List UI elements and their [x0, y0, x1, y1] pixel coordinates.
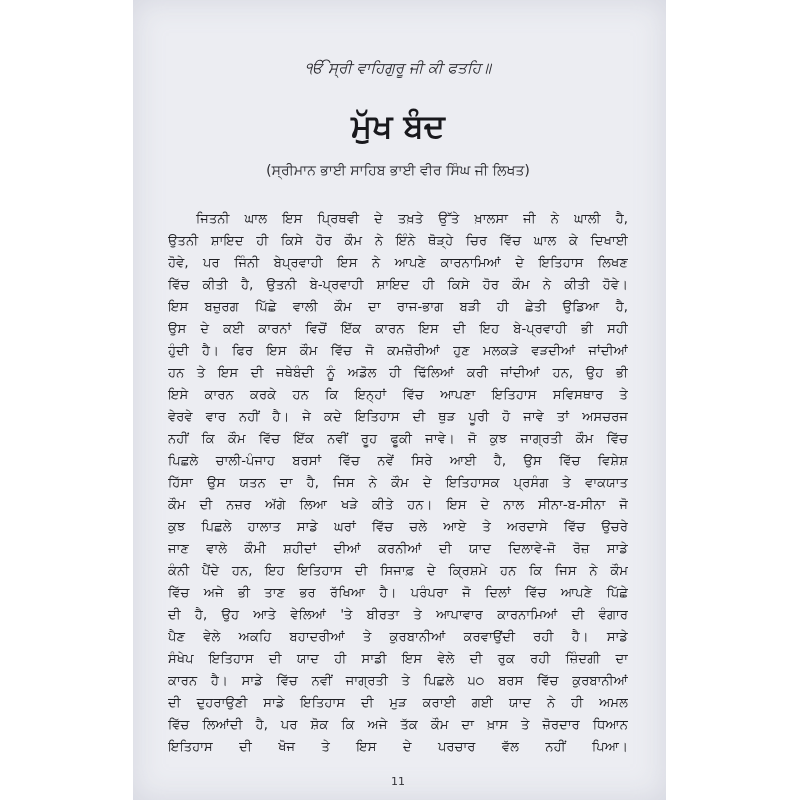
text-line: ਇਸੇ ਕਾਰਨ ਕਰਕੇ ਹਨ ਕਿ ਇਨ੍ਹਾਂ ਵਿੱਚ ਆਪਣਾ ਇਤਿਹਾਸ ਸਵਿਸਥਾਰ ਤੇ — [168, 388, 628, 403]
page-title: ਮੁੱਖ ਬੰਦ — [351, 107, 445, 145]
text-line: ਨਹੀਂ ਕਿ ਕੌਮ ਵਿੱਚ ਇੱਕ ਨਵੀਂ ਰੂਹ ਫੂਕੀ ਜਾਵੇ। ਜੋ ਕੁਝ ਜਾਗ੍ਰਤੀ ਕੌਮ ਵਿੱਚ — [168, 432, 628, 447]
author-attribution: (ਸ੍ਰੀਮਾਨ ਭਾਈ ਸਾਹਿਬ ਭਾਈ ਵੀਰ ਸਿੰਘ ਜੀ ਲਿਖਤ) — [266, 163, 530, 179]
invocation-line: ੴ ਸ੍ਰੀ ਵਾਹਿਗੁਰੂ ਜੀ ਕੀ ਫਤਹਿ॥ — [305, 59, 491, 77]
text-line: ਜਾਣ ਵਾਲੇ ਕੌਮੀ ਸ਼ਹੀਦਾਂ ਦੀਆਂ ਕਰਨੀਆਂ ਦੀ ਯਾਦ ਦਿਲਾਵੇ-ਜੋ ਰੋਜ਼ ਸਾਡੇ — [168, 542, 628, 557]
text-line: ਦੀ ਦੁਹਰਾਉਣੀ ਸਾਡੇ ਇਤਿਹਾਸ ਦੀ ਮੁੜ ਕਰਾਈ ਗਈ ਯਾਦ ਨੇ ਹੀ ਅਮਲ — [168, 696, 628, 711]
text-line: ਪਿਛਲੇ ਚਾਲੀ-ਪੰਜਾਹ ਬਰਸਾਂ ਵਿੱਚ ਨਵੇਂ ਸਿਰੇ ਆਈ ਹੈ, ਉਸ ਵਿੱਚ ਵਿਸ਼ੇਸ਼ — [168, 454, 628, 469]
text-line: ਵੇਰਵੇ ਵਾਰ ਨਹੀਂ ਹੈ। ਜੇ ਕਦੇ ਇਤਿਹਾਸ ਦੀ ਥੁੜ ਪੂਰੀ ਹੋ ਜਾਵੇ ਤਾਂ ਅਸਚਰਜ — [168, 410, 628, 425]
text-line: ਵਿੱਚ ਲਿਆਂਦੀ ਹੈ, ਪਰ ਸ਼ੋਕ ਕਿ ਅਜੇ ਤੱਕ ਕੌਮ ਦਾ ਖ਼ਾਸ ਤੇ ਜ਼ੋਰਦਾਰ ਧਿਆਨ — [168, 718, 628, 733]
text-line: ਕੰਨੀ ਪੈਂਦੇ ਹਨ, ਇਹ ਇਤਿਹਾਸ ਦੀ ਸਿਜਾਫ਼ ਦੇ ਕ੍ਰਿਸ਼ਮੇ ਹਨ ਕਿ ਜਿਸ ਨੇ ਕੌਮ — [168, 564, 628, 579]
text-line: ਹਿੱਸਾ ਉਸ ਯਤਨ ਦਾ ਹੈ, ਜਿਸ ਨੇ ਕੌਮ ਦੇ ਇਤਿਹਾਸਕ ਪ੍ਰਸੰਗ ਤੇ ਵਾਕਯਾਤ — [168, 476, 628, 491]
text-line: ਉਸ ਦੇ ਕਈ ਕਾਰਨਾਂ ਵਿਚੋਂ ਇੱਕ ਕਾਰਨ ਇਸ ਦੀ ਇਹ ਬੇ-ਪ੍ਰਵਾਹੀ ਭੀ ਸਹੀ — [168, 322, 628, 337]
text-line: ਦੀ ਹੈ, ਉਹ ਆਤੇ ਵੇਲਿਆਂ 'ਤੇ ਬੀਰਤਾ ਤੇ ਆਪਾਵਾਰ ਕਾਰਨਾਮਿਆਂ ਦੀ ਵੰਗਾਰ — [168, 608, 628, 623]
text-line: ਵਿੱਚ ਅਜੇ ਭੀ ਤਾਣ ਭਰ ਰੱਖਿਆ ਹੈ। ਪਰੰਪਰਾ ਜੋ ਦਿਲਾਂ ਵਿੱਚ ਆਪਣੇ ਪਿੱਛੇ — [168, 586, 628, 601]
text-line: ਸੰਖੇਪ ਇਤਿਹਾਸ ਦੀ ਯਾਦ ਹੀ ਸਾਡੀ ਇਸ ਵੇਲੇ ਦੀ ਰੁਕ ਰਹੀ ਜ਼ਿੰਦਗੀ ਦਾ — [168, 652, 628, 667]
text-line: ਕੁਝ ਪਿਛਲੇ ਹਾਲਾਤ ਸਾਡੇ ਘਰਾਂ ਵਿੱਚ ਚਲੇ ਆਏ ਤੇ ਅਰਦਾਸੇ ਵਿੱਚ ਉਚਰੇ — [168, 520, 628, 535]
text-line: ਹਨ ਤੇ ਇਸ ਦੀ ਜਥੇਬੰਦੀ ਨੂੰ ਅਡੋਲ ਹੀ ਢਿੱਲਿਆਂ ਕਰੀ ਜਾਂਦੀਆਂ ਹਨ, ਉਹ ਭੀ — [168, 366, 628, 381]
text-line: ਹੁੰਦੀ ਹੈ। ਫਿਰ ਇਸ ਕੌਮ ਵਿੱਚ ਜੋ ਕਮਜ਼ੋਰੀਆਂ ਹੁਣ ਮਲਕੜੇ ਵੜਦੀਆਂ ਜਾਂਦੀਆਂ — [168, 344, 628, 359]
text-line: ਜਿਤਨੀ ਘਾਲ ਇਸ ਪ੍ਰਿਥਵੀ ਦੇ ਤਖ਼ਤੇ ਉੱਤੇ ਖ਼ਾਲਸਾ ਜੀ ਨੇ ਘਾਲੀ ਹੈ, — [196, 212, 628, 227]
text-line: ਪੈਣ ਵੇਲੇ ਅਕਹਿ ਬਹਾਦਰੀਆਂ ਤੇ ਕੁਰਬਾਨੀਆਂ ਕਰਵਾਉਂਦੀ ਰਹੀ ਹੈ। ਸਾਡੇ — [168, 630, 628, 645]
text-line: ਇਸ ਬਜ਼ੁਰਗ ਪਿੱਛੇ ਵਾਲੀ ਕੌਮ ਦਾ ਰਾਜ-ਭਾਗ ਬੜੀ ਹੀ ਛੇਤੀ ਉਡਿਆ ਹੈ, — [168, 300, 628, 315]
book-page — [133, 0, 666, 800]
body-paragraph — [168, 209, 628, 759]
text-line: ਵਿੱਚ ਕੀਤੀ ਹੈ, ਉਤਨੀ ਬੇ-ਪ੍ਰਵਾਹੀ ਸ਼ਾਇਦ ਹੀ ਕਿਸੇ ਹੋਰ ਕੌਮ ਨੇ ਕੀਤੀ ਹੋਵੇ। — [168, 278, 628, 293]
text-line: ਹੋਵੇ, ਪਰ ਜਿੰਨੀ ਬੇਪ੍ਰਵਾਹੀ ਇਸ ਨੇ ਆਪਣੇ ਕਾਰਨਾਮਿਆਂ ਦੇ ਇਤਿਹਾਸ ਲਿਖਣ — [168, 256, 628, 271]
text-line: ਉਤਨੀ ਸ਼ਾਇਦ ਹੀ ਕਿਸੇ ਹੋਰ ਕੌਮ ਨੇ ਇੰਨੇ ਥੋੜ੍ਹੇ ਚਿਰ ਵਿੱਚ ਘਾਲ ਕੇ ਦਿਖਾਈ — [168, 234, 628, 249]
page-number: 11 — [391, 775, 405, 788]
text-line: ਇਤਿਹਾਸ ਦੀ ਖੋਜ ਤੇ ਇਸ ਦੇ ਪਰਚਾਰ ਵੱਲ ਨਹੀਂ ਪਿਆ। — [168, 740, 628, 755]
text-line: ਕਾਰਨ ਹੈ। ਸਾਡੇ ਵਿੱਚ ਨਵੀਂ ਜਾਗ੍ਰਤੀ ਤੇ ਪਿਛਲੇ ੫੦ ਬਰਸ ਵਿੱਚ ਕੁਰਬਾਨੀਆਂ — [168, 674, 628, 689]
text-line: ਕੌਮ ਦੀ ਨਜ਼ਰ ਅੱਗੇ ਲਿਆ ਖੜੇ ਕੀਤੇ ਹਨ। ਇਸ ਦੇ ਨਾਲ ਸੀਨਾ-ਬ-ਸੀਨਾ ਜੋ — [168, 498, 628, 513]
